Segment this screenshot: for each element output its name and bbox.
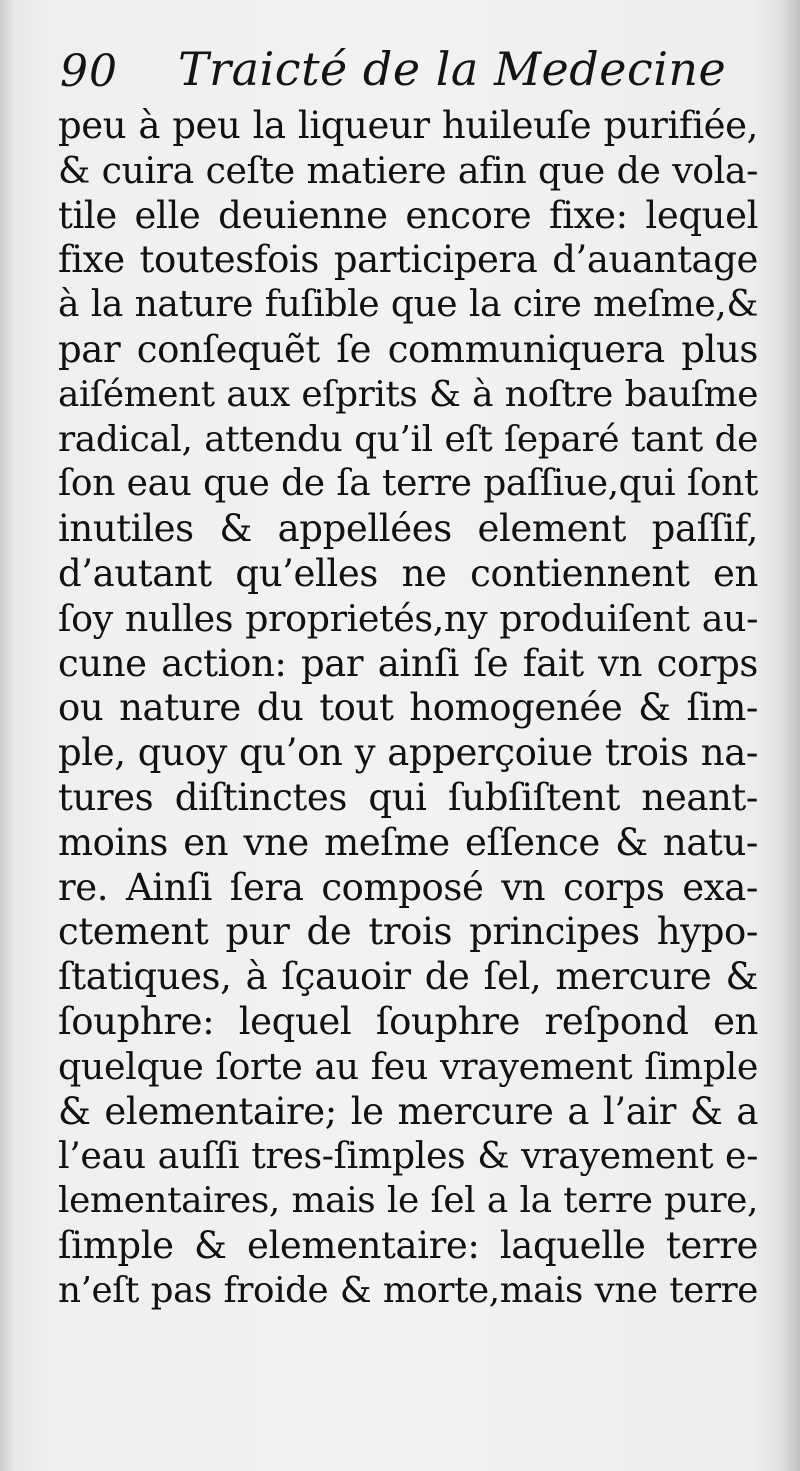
text-line: tile elle deuienne encore fixe: lequel xyxy=(58,193,758,237)
text-line: inutiles & appellées element paſſif, xyxy=(58,507,758,551)
text-line: ctement pur de trois principes hypo- xyxy=(58,910,758,954)
running-title: Traicté de la Medecine xyxy=(178,42,727,96)
page-header xyxy=(60,40,760,104)
text-line: d’autant qu’elles ne contiennent en xyxy=(58,551,758,595)
text-line: radical, attendu qu’il eſt ſeparé tant de xyxy=(58,418,758,460)
text-line: lementaires, mais le ſel a la terre pure, xyxy=(58,1180,758,1222)
text-line: ſtatiques, à ſçauoir de ſel, mercure & xyxy=(58,955,758,999)
text-line: & cuira ceſte matiere afin que de vola- xyxy=(58,148,758,192)
text-line: fixe toutesfois participera d’auantage xyxy=(58,238,758,282)
text-line: à la nature fuſible que la cire meſme,& xyxy=(58,284,758,326)
text-line: ſimple & elementaire: laquelle terre xyxy=(58,1223,758,1267)
text-line: peu à peu la liqueur huileuſe purifiée, xyxy=(58,104,758,147)
text-line: ſoy nulles proprietés,ny produiſent au- xyxy=(58,596,758,640)
text-line: ſon eau que de ſa terre paſſiue,qui ſont xyxy=(58,463,758,505)
text-line: l’eau auſſi tres-ſimples & vrayement e- xyxy=(58,1134,758,1178)
text-line: aiſément aux eſprits & à noſtre bauſme xyxy=(58,373,758,415)
text-line: tures diſtinctes qui ſubſiſtent neant- xyxy=(58,775,758,819)
text-line: ou nature du tout homogenée & ſim- xyxy=(58,686,758,730)
text-line: cune action: par ainſi ſe fait vn corps xyxy=(58,641,758,685)
text-line: moins en vne meſme eſſence & natu- xyxy=(58,820,758,864)
text-line: ſouphre: lequel ſouphre reſpond en xyxy=(58,999,758,1043)
page-left-edge-shadow xyxy=(0,0,14,1471)
text-line: quelque ſorte au feu vrayement ſimple xyxy=(58,1044,758,1088)
text-line: ple, quoy qu’on y apperçoiue trois na- xyxy=(58,731,758,775)
page-number: 90 xyxy=(60,46,118,97)
text-line: par conſequẽt ſe communiquera plus xyxy=(58,327,758,371)
text-line: & elementaire; le mercure a l’air & a xyxy=(58,1089,758,1133)
text-line: n’eſt pas froide & morte,mais vne terre xyxy=(58,1269,758,1311)
text-line: re. Ainſi ſera composé vn corps exa- xyxy=(58,865,758,909)
page-spine-shadow xyxy=(778,0,800,1471)
body-text xyxy=(58,104,758,1314)
